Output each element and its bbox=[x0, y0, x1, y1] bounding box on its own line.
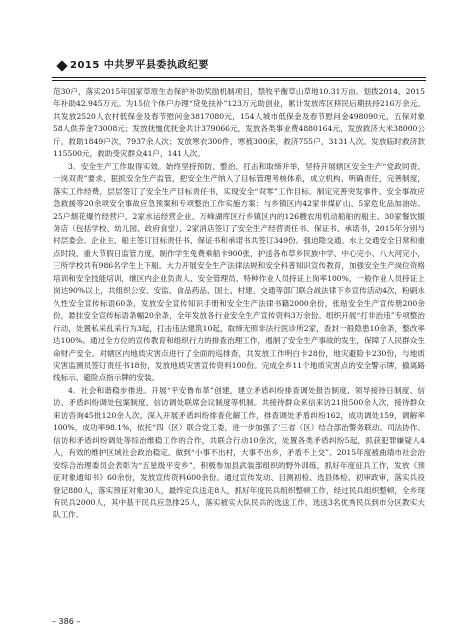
paragraph-social-harmony: 4．社会和谐稳步推进。开展“平安鲁布革”创建，建立矛盾纠纷排查调处报告制度、领导接待日制度、信访、矛盾纠纷调处包案制度、信访调处联席会议制度等机制。共接待群众来信来访21批500余人次，接待群众来访咨询45批120余人次。深入开展矛盾纠纷排查化解工作，排查调处矛盾纠纷162，成功调处159，调解率100%，成功率98.1%，依托“四（区）联合党工委，进一步加强了‘三省（区）结合部治警务联动、司法协作、信访和矛盾纠纷调处等综治维稳工作的合作，共联合行动10余次，处置各类矛盾纠纷5起，抓获犯罪嫌疑人4人，有效的维护区域社会政治稳定。做到“小事不出村，大事不出乡，矛盾不上交”。2015年度被曲靖市社会治安综合治理委员会表彰为“五星级平安乡”，积极参加县武装部组织的野外训练，抓好年度征兵工作，发放《预征对象通知书》60余份，发放宣传资料600余份。通过宣传发动、目测初检、选县体检、初审政审，落实兵役登记880人，落实预征对象30人，最终定兵送走8人，抓好年度民兵组织整顿工作，经过民兵组织整顿，全乡现有民兵2000人，其中基干民兵应急排25人，落实被实大队民兵的选送工作，选送3名优秀民兵到市分区教实大队工作。 bbox=[53, 385, 425, 520]
header-emblem-icon bbox=[56, 60, 67, 71]
running-header-title: 2015 中共罗平县委执政纪要 bbox=[70, 60, 209, 71]
page-number: – 386 – bbox=[52, 617, 81, 626]
header-rule-thin bbox=[52, 80, 426, 81]
paragraph-continued: 范30户，落实2015年国家草原生态保护补助奖励机制项目，禁牧平衡草山草地10.31万亩。划拨2014、2015年补助42.945万元。为15位个体户办理“贷免扶补”123万元助创业，累计发放库区移民后期扶持216万余元。共发放2520人农村低保金及春节慰问金3817080元，154人城市低保金及春节慰问金498090元，五保对象58人供养金73008元；发放抚恤优抚金共计379066元，发放各类事业费4880164元，发放救济大米38000公斤，救助1849户次，7937余人次；发放寒衣300件，寒被300床，救济755户，3131人次。发放临时救济款115500元，救助受灾群众41户，141人次。 bbox=[53, 87, 425, 159]
paragraph-safety-production: 3．安全生产工作取得实效。始终坚持预防、整治、打击和取缔并举，坚持开展辖区安全生产“党政同责、一岗双责”要求，狠抓安全生产监管，把安全生产纳入了目标管理考核体系，成立机构、明确责任，完善制度，落实工作经费，层层签订了安全生产目标责任书，实现安全“双零”工作目标。制定完善突发事件、安全事故应急救援等20余项安全事故应急预案和专项整治工作实施方案；与乡镇区内42家非煤矿山、5家危化品加油站、25户烟花爆竹经营户、2家水运经营企业、万峰湖库区行乡镇区内的126艘农用机动船舶的船主、30家餐饮服务店（包括学校、幼儿园、政府食堂）、2家消店签订了安全生产经营责任书、保证书、承诺书，2015年分别与村层委会、企业主、船主签订目标责任书、保证书和承诺书共签订349份。强迫隐交通、水上交通安全日常和重点时段、重大节假日监管力度，制作学生免费乘船卡900张，护送各布草乡民族中学、中心完小、八大河完小，三所学校共有986名学生上下船。大力开展安全生产法律法规和安全科普知识宣传教育，加强安全生产岗位资格培训和安全技能培训，继区内企业负责人、安全管理员、特种作业人员持证上岗率100%，一般作业人员持证上岗达90%以上，共组织公安、安监、食品药品、国土、村建、交通等部门联合战法律下乡宣传活动4次，粉刷永久性安全宣传标语60条，发放安全宣传知识手册和安全生产法律书籍2000余份，张贴安全生产宣传册200余份，悬挂安全宣传标语条幅20余条，全年发放各行业安全生产宣传资料3万余份。组织开展“打非治违”专项整治行动，处置私采乱采行为3起，打击违法建筑10起，取缔无照非法行医诊所2家，查封一般隐患10余条，整改率达100%。通过全方位的宣传教育和组织行力的排查治理工作，遏制了安全生产事故的发生，保障了人民群众生命财产安全。对辖区内地质灾害点进行了全面的巡排查，共发放工作明白卡28份，地灾避险卡230份，与地质灾害监测员签订责任书18份，发放地质灾害宣传资料100份。完成全乡11个地质灾害点的安全警示牌，撤离路线标示、避险点指示牌的安装。 bbox=[53, 161, 425, 383]
header-rule bbox=[52, 77, 426, 78]
body-text bbox=[53, 86, 425, 522]
